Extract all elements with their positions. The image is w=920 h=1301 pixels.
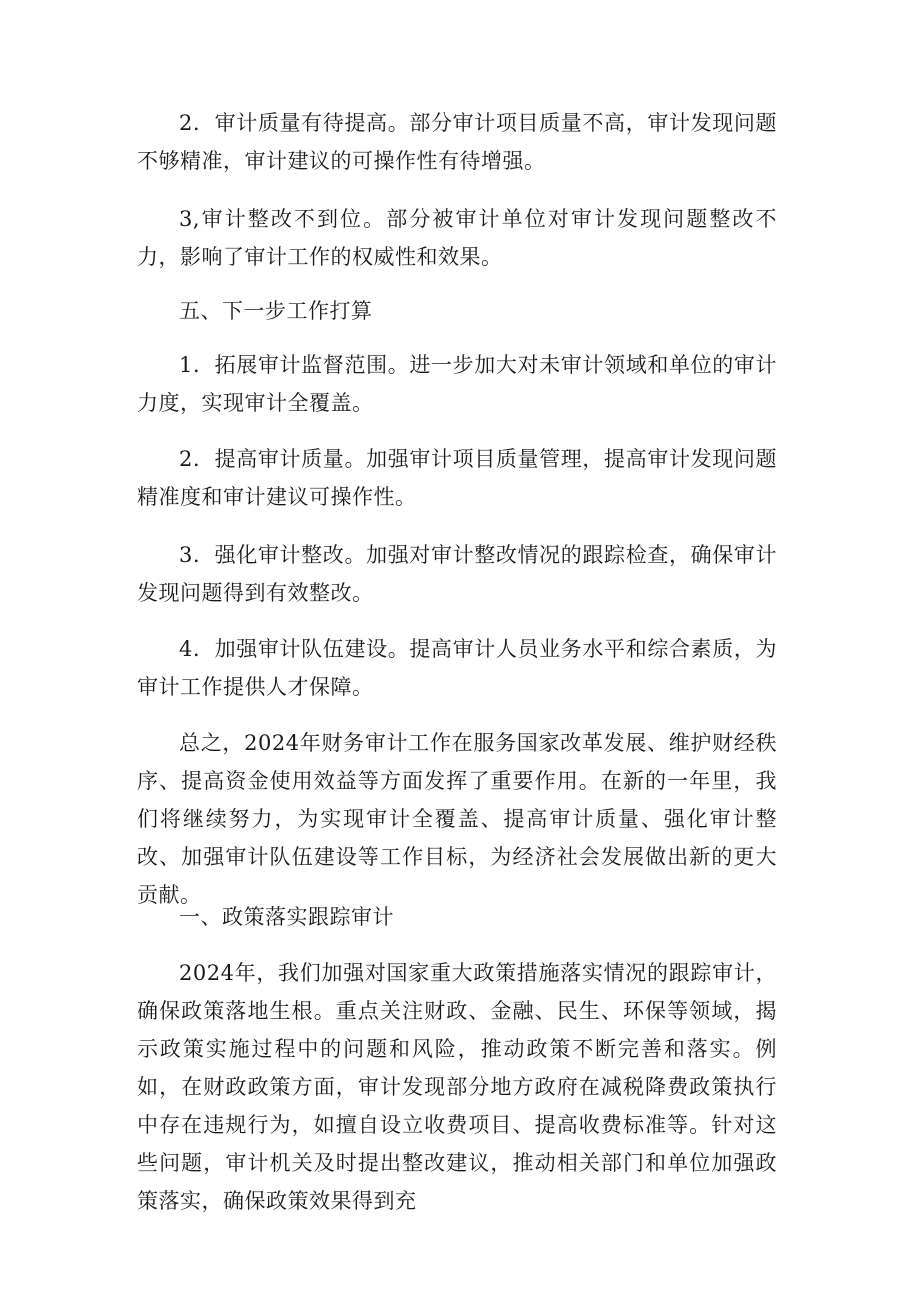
- paragraph-policy-audit-body: 2024年，我们加强对国家重大政策措施落实情况的跟踪审计，确保政策落地生根。重点关注财政、金融、民生、环保等领域，揭示政策实施过程中的问题和风险，推动政策不断完善和落实。例如，在财政政策方面，审计发现部分地方政府在减税降费政策执行中存在违规行为，如擅自设立收费项目、提高收费标准等。针对这些问题，审计机关及时提出整改建议，推动相关部门和单位加强政策落实，确保政策效果得到充: [137, 961, 777, 1213]
- paragraph-improve-quality: 2．提高审计质量。加强审计项目质量管理，提高审计发现问题精准度和审计建议可操作性。: [137, 447, 777, 509]
- paragraph-rectification-issue: 3,审计整改不到位。部分被审计单位对审计发现问题整改不力，影响了审计工作的权威性和效果。: [137, 207, 777, 269]
- paragraph-strengthen-rectification: 3．强化审计整改。加强对审计整改情况的跟踪检查，确保审计发现问题得到有效整改。: [137, 543, 777, 605]
- paragraph-audit-quality-issue: 2．审计质量有待提高。部分审计项目质量不高，审计发现问题不够精准，审计建议的可操作性有待增强。: [137, 111, 777, 173]
- paragraph-team-building: 4．加强审计队伍建设。提高审计人员业务水平和综合素质，为审计工作提供人才保障。: [137, 637, 777, 699]
- paragraph-summary: 总之，2024年财务审计工作在服务国家改革发展、维护财经秩序、提高资金使用效益等方面发挥了重要作用。在新的一年里，我们将继续努力，为实现审计全覆盖、提高审计质量、强化审计整改、加强审计队伍建设等工作目标，为经济社会发展做出新的更大贡献。: [137, 731, 777, 907]
- paragraph-expand-scope: 1．拓展审计监督范围。进一步加大对未审计领域和单位的审计力度，实现审计全覆盖。: [137, 353, 777, 415]
- section-heading-policy-audit: 一、政策落实跟踪审计: [179, 905, 394, 929]
- section-heading-next-steps: 五、下一步工作打算: [179, 299, 373, 323]
